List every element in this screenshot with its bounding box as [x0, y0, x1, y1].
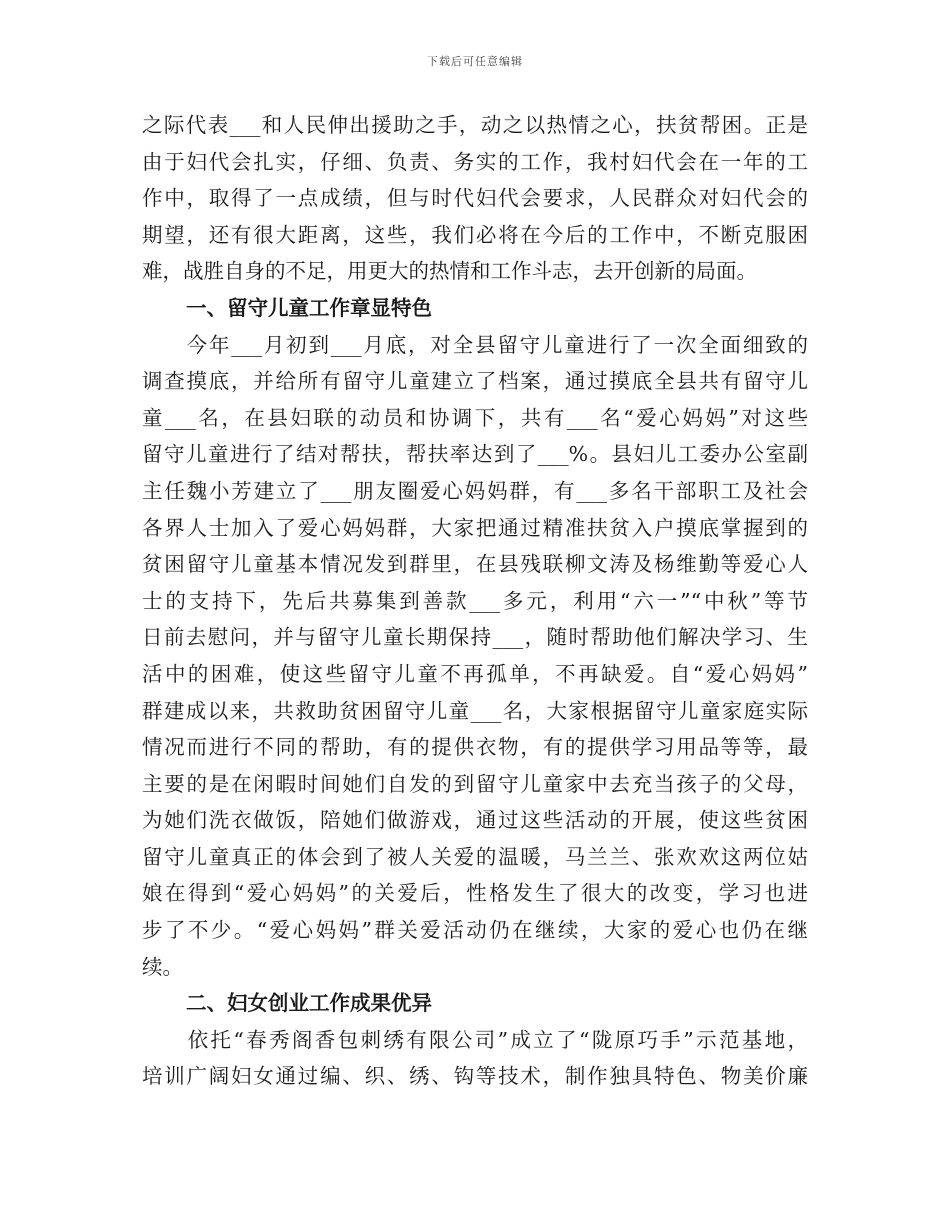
text-line: 士的支持下，先后共募集到善款___多元，利用“六一”“中秋”等节: [142, 588, 808, 613]
text-line: 步了不少。“爱心妈妈”群关爱活动仍在继续，大家的爱心也仍在继: [142, 918, 808, 943]
text-line: 期望，还有很大距离，这些，我们必将在今后的工作中，不断克服困: [142, 222, 808, 247]
paragraph-last-line: 难，战胜自身的不足，用更大的热情和工作斗志，去开创新的局面。: [142, 259, 757, 284]
text-line: 娘在得到“爱心妈妈”的关爱后，性格发生了很大的改变，学习也进: [142, 881, 808, 906]
text-line: 由于妇代会扎实，仔细、负责、务实的工作，我村妇代会在一年的工: [142, 149, 808, 174]
text-line: 贫困留守儿童基本情况发到群里，在县残联柳文涛及杨维勤等爱心人: [142, 552, 808, 577]
paragraph-last-line: 续。: [142, 954, 183, 979]
text-line: 调查摸底，并给所有留守儿童建立了档案，通过摸底全县共有留守儿: [142, 369, 808, 394]
document-body: [142, 107, 808, 1095]
text-line: 为她们洗衣做饭，陪她们做游戏，通过这些活动的开展，使这些贫困: [142, 808, 808, 833]
text-line: 各界人士加入了爱心妈妈群，大家把通过精准扶贫入户摸底掌握到的: [142, 515, 808, 540]
text-line: 活中的困难，使这些留守儿童不再孤单，不再缺爱。自“爱心妈妈”: [142, 661, 808, 686]
text-line: 今年___月初到___月底，对全县留守儿童进行了一次全面细致的: [142, 332, 808, 357]
text-line: 留守儿童真正的体会到了被人关爱的温暖，马兰兰、张欢欢这两位姑: [142, 844, 808, 869]
text-line: 培训广阔妇女通过编、织、绣、钩等技术，制作独具特色、物美价廉: [142, 1064, 808, 1089]
text-line: 童___名，在县妇联的动员和协调下，共有___名“爱心妈妈”对这些: [142, 405, 808, 430]
text-line: 情况而进行不同的帮助，有的提供衣物，有的提供学习用品等等，最: [142, 735, 808, 760]
text-line: 作中，取得了一点成绩，但与时代妇代会要求，人民群众对妇代会的: [142, 186, 808, 211]
section-heading: 二、妇女创业工作成果优异: [186, 991, 432, 1016]
text-line: 依托“春秀阁香包刺绣有限公司”成立了“陇原巧手”示范基地，: [142, 1027, 808, 1052]
section-heading: 一、留守儿童工作章显特色: [186, 295, 432, 320]
text-line: 主任魏小芳建立了___朋友圈爱心妈妈群，有___多名干部职工及社会: [142, 478, 808, 503]
text-line: 之际代表___和人民伸出援助之手，动之以热情之心，扶贫帮困。正是: [142, 113, 808, 137]
text-line: 日前去慰问，并与留守儿童长期保持___，随时帮助他们解决学习、生: [142, 625, 808, 650]
text-line: 主要的是在闲暇时间她们自发的到留守儿童家中去充当孩子的父母，: [142, 771, 808, 796]
text-line: 群建成以来，共救助贫困留守儿童___名，大家根据留守儿童家庭实际: [142, 698, 808, 723]
text-line: 留守儿童进行了结对帮扶，帮扶率达到了___%。县妇儿工委办公室副: [142, 442, 808, 467]
page-header: 下载后可任意编辑: [427, 55, 523, 68]
